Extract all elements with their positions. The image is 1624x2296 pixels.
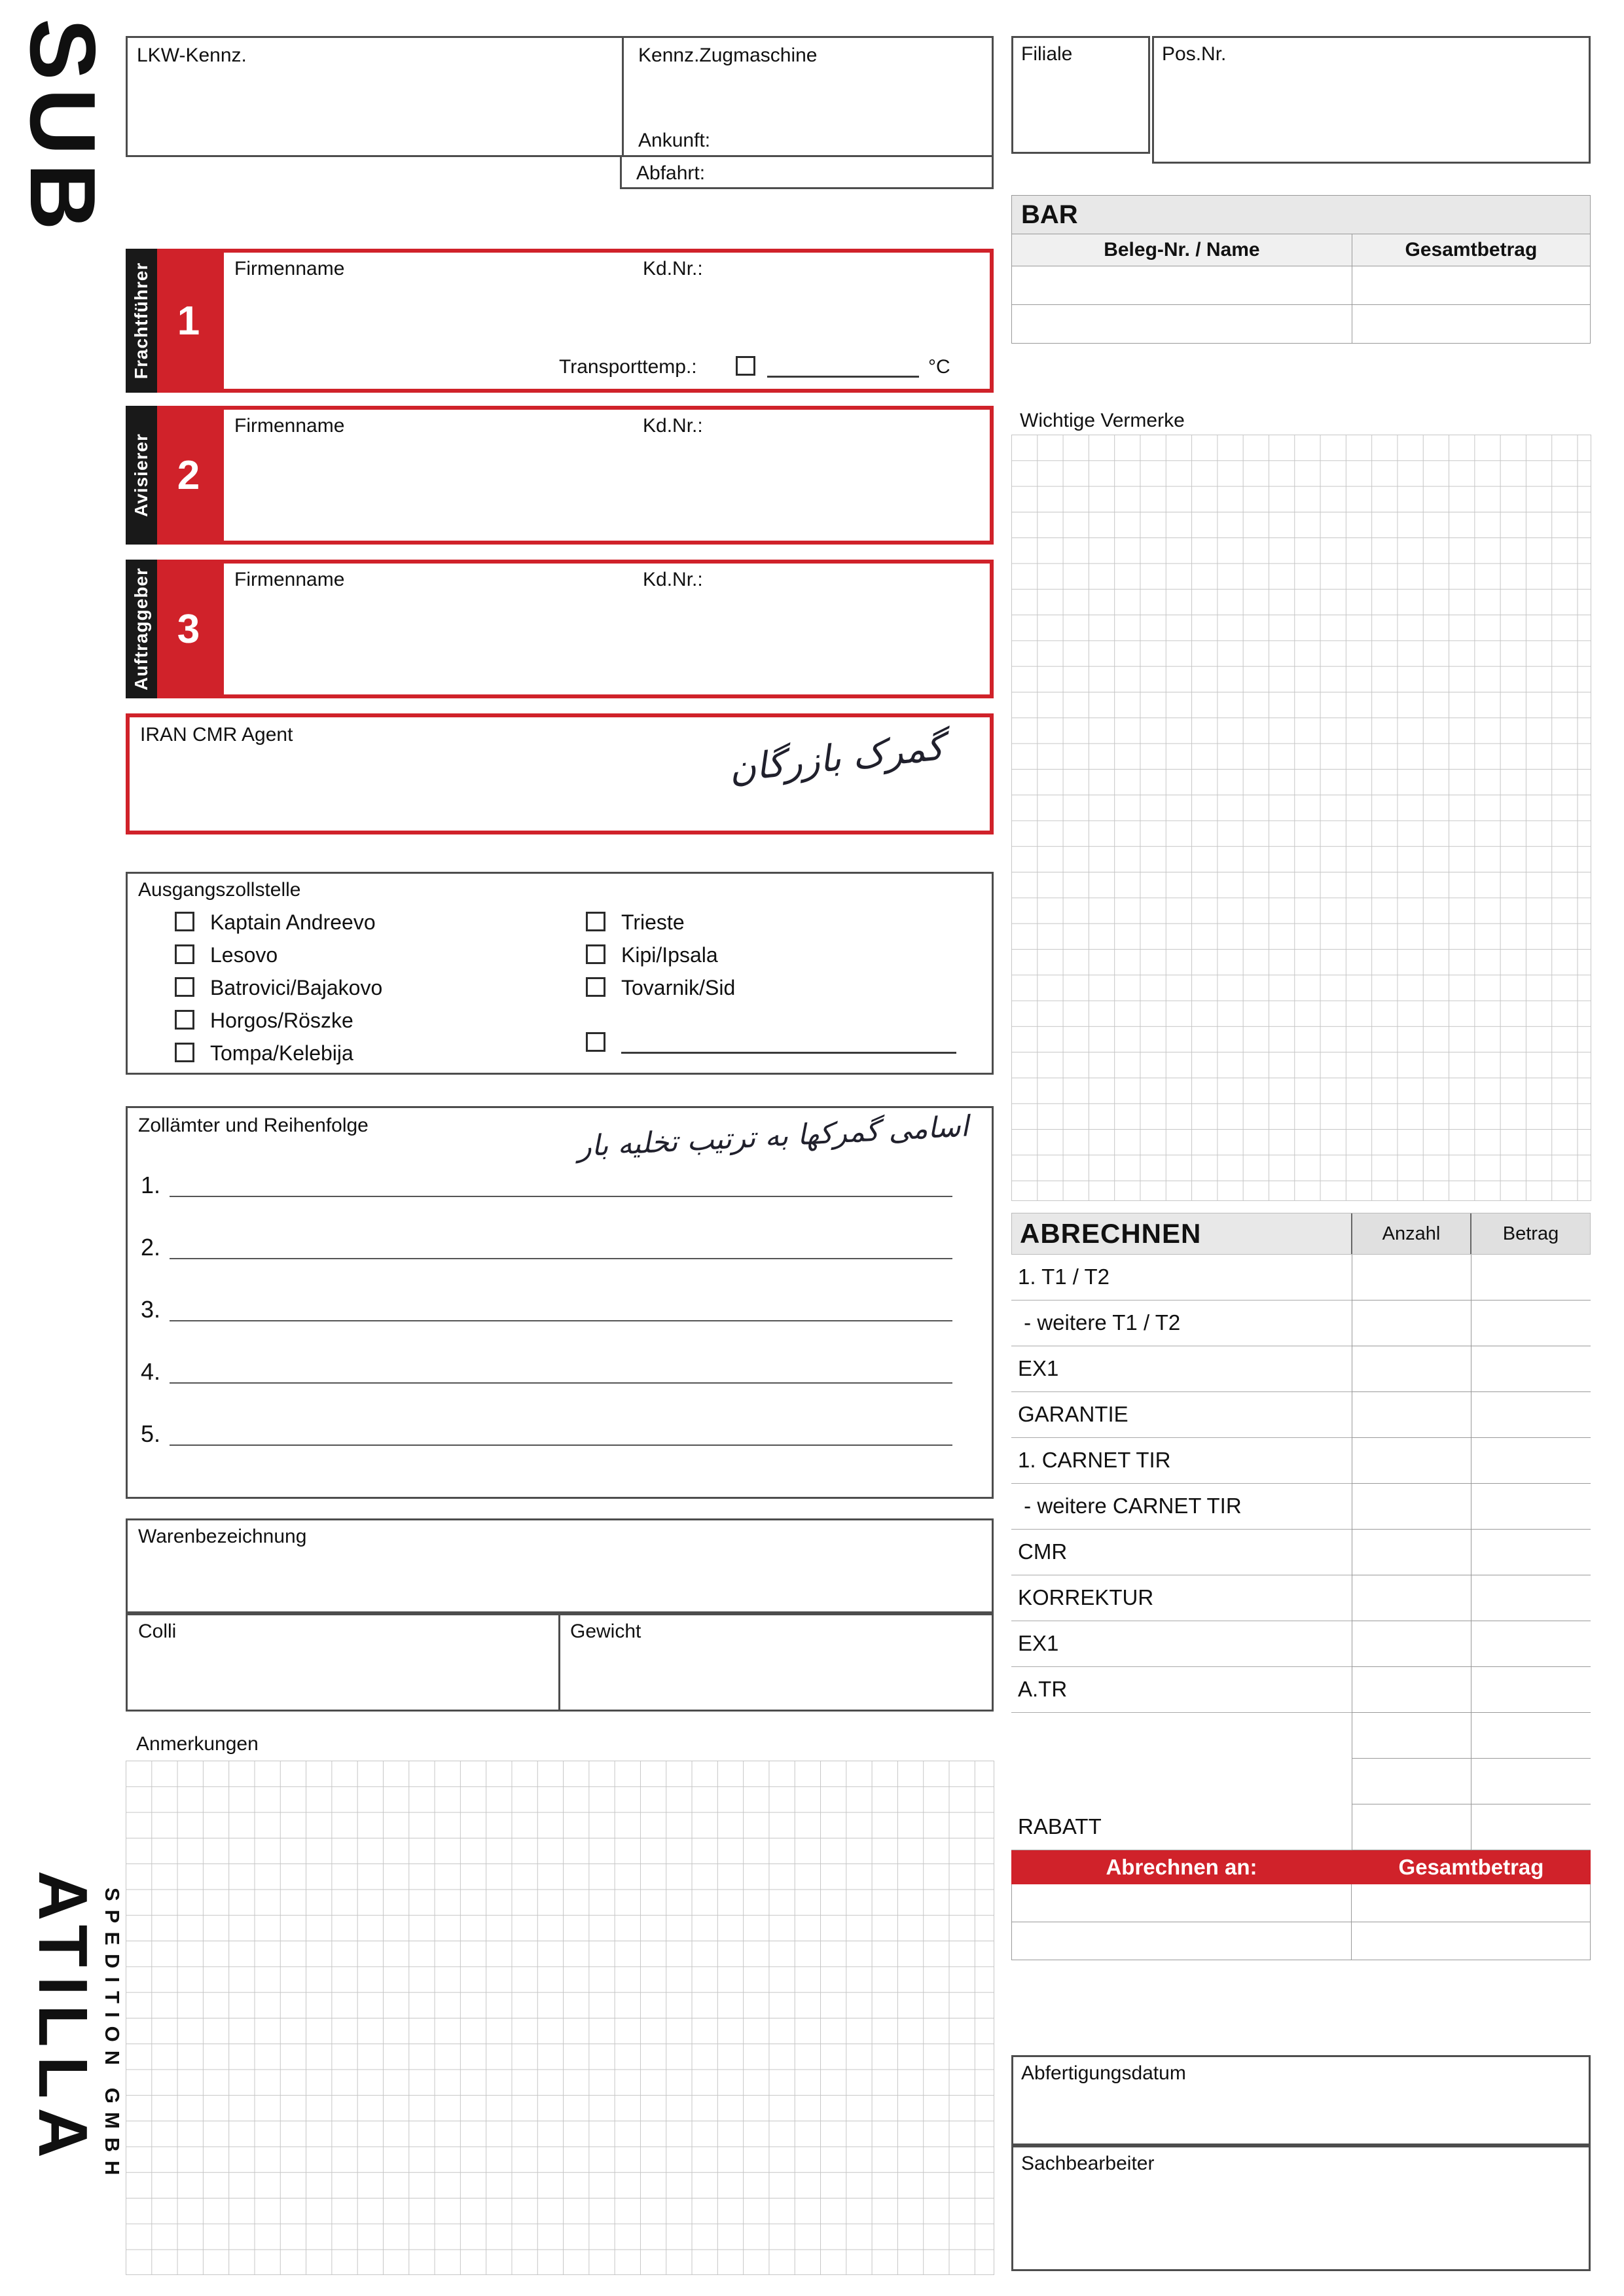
gewicht-field[interactable] <box>560 1615 992 1710</box>
line-number: 4. <box>141 1358 161 1385</box>
bar-beleg-cell[interactable] <box>1012 305 1352 343</box>
option-label: Trieste <box>621 910 685 934</box>
anzahl-cell[interactable] <box>1352 1713 1471 1759</box>
wichtige-vermerke-label: Wichtige Vermerke <box>1020 410 1185 431</box>
ankunft-label: Ankunft: <box>638 130 711 151</box>
iran-cmr-agent-label: IRAN CMR Agent <box>140 724 293 745</box>
abrechnen-an-label: Abrechnen an: <box>1106 1855 1257 1879</box>
checkbox-tompa-kelebija[interactable] <box>175 1043 194 1062</box>
betrag-cell[interactable] <box>1471 1667 1591 1713</box>
spedition-gmbh-label: SPEDITION GMBH <box>101 1888 124 2184</box>
line-number: 2. <box>141 1234 161 1261</box>
auftraggeber-box[interactable] <box>220 560 994 698</box>
betrag-cell[interactable] <box>1471 1255 1591 1300</box>
iran-handwriting: گمرک بازرگان <box>727 725 946 791</box>
firmenname-label: Firmenname <box>234 258 345 279</box>
ausgangszollstelle-box <box>126 872 994 1075</box>
abrechnen-row <box>1011 1255 1591 1300</box>
transporttemp-label: Transporttemp.: <box>559 356 697 378</box>
anzahl-cell[interactable] <box>1352 1484 1471 1530</box>
anzahl-cell[interactable] <box>1352 1621 1471 1667</box>
anzahl-column-header: Anzahl <box>1351 1213 1470 1254</box>
abrechnen-row <box>1011 1667 1591 1713</box>
checkbox-kipi-ipsala[interactable] <box>586 944 605 964</box>
checkbox-horgos-roeszke[interactable] <box>175 1010 194 1030</box>
party-number-1: 1 <box>157 249 220 393</box>
row-label: 1. CARNET TIR <box>1011 1438 1352 1484</box>
warenbezeichnung-label: Warenbezeichnung <box>138 1526 307 1547</box>
option-label: Horgos/Röszke <box>210 1009 353 1032</box>
pos-nr-label: Pos.Nr. <box>1162 43 1227 65</box>
abrechnen-row <box>1011 1804 1591 1850</box>
kennz-zugmaschine-label: Kennz.Zugmaschine <box>638 45 818 66</box>
anzahl-cell[interactable] <box>1352 1575 1471 1621</box>
row-label: EX1 <box>1011 1346 1352 1392</box>
sachbearbeiter-label: Sachbearbeiter <box>1021 2153 1155 2174</box>
betrag-cell[interactable] <box>1471 1575 1591 1621</box>
abrechnen-title: ABRECHNEN <box>1020 1218 1202 1249</box>
fill-line[interactable] <box>170 1166 952 1197</box>
betrag-cell[interactable] <box>1471 1346 1591 1392</box>
abrechnen-row <box>1011 1484 1591 1530</box>
row-label <box>1011 1713 1352 1759</box>
filiale-label: Filiale <box>1021 43 1073 65</box>
bar-col-gesamt-header: Gesamtbetrag <box>1352 234 1590 266</box>
colli-field[interactable] <box>128 1615 556 1710</box>
zollaemter-handwriting: اسامی گمرکها به ترتیب تخلیه بار <box>577 1109 969 1164</box>
option-label: Tovarnik/Sid <box>621 976 736 999</box>
row-label: GARANTIE <box>1011 1392 1352 1438</box>
fill-line[interactable] <box>170 1290 952 1321</box>
row-label: KORREKTUR <box>1011 1575 1352 1621</box>
line-number: 3. <box>141 1296 161 1323</box>
betrag-cell[interactable] <box>1471 1804 1591 1850</box>
wichtige-vermerke-grid[interactable] <box>1011 435 1591 1201</box>
bar-row <box>1012 266 1590 305</box>
customs-line-5[interactable] <box>141 1414 952 1446</box>
anzahl-cell[interactable] <box>1352 1300 1471 1346</box>
bar-beleg-cell[interactable] <box>1012 266 1352 304</box>
anmerkungen-grid[interactable] <box>126 1761 994 2275</box>
checkbox-lesovo[interactable] <box>175 944 194 964</box>
betrag-cell[interactable] <box>1471 1392 1591 1438</box>
bar-col-beleg-header: Beleg-Nr. / Name <box>1104 239 1260 260</box>
kd-nr-label: Kd.Nr.: <box>643 258 703 279</box>
row-label <box>1011 1759 1352 1804</box>
abrechnen-row <box>1011 1438 1591 1484</box>
option-label: Kaptain Andreevo <box>210 910 376 934</box>
warenbezeichnung-box[interactable] <box>126 1518 994 1613</box>
gesamtbetrag-cell[interactable] <box>1352 1922 1591 1960</box>
firmenname-label: Firmenname <box>234 415 345 437</box>
abrechnen-row <box>1011 1621 1591 1667</box>
role-strip-avisierer: Avisierer <box>126 406 157 545</box>
gewicht-label: Gewicht <box>570 1621 641 1642</box>
row-label: A.TR <box>1011 1667 1352 1713</box>
abrechnen-footer-bar <box>1011 1850 1591 1884</box>
checkbox-other-crossing[interactable] <box>586 1032 605 1052</box>
betrag-cell[interactable] <box>1471 1713 1591 1759</box>
betrag-cell[interactable] <box>1471 1300 1591 1346</box>
anzahl-cell[interactable] <box>1352 1530 1471 1575</box>
bar-gesamt-cell[interactable] <box>1352 305 1590 343</box>
abrechnen-an-cell[interactable] <box>1011 1922 1352 1960</box>
fill-line[interactable] <box>170 1352 952 1384</box>
atilla-logo: ATILLA <box>24 1871 101 2167</box>
betrag-column-header: Betrag <box>1470 1213 1590 1254</box>
anmerkungen-label: Anmerkungen <box>136 1733 259 1755</box>
abrechnen-header <box>1011 1213 1591 1255</box>
betrag-cell[interactable] <box>1471 1621 1591 1667</box>
betrag-cell[interactable] <box>1471 1484 1591 1530</box>
abrechnen-row <box>1011 1392 1591 1438</box>
abfertigungsdatum-box[interactable] <box>1011 2055 1591 2145</box>
party-number-2: 2 <box>157 406 220 545</box>
avisierer-box[interactable] <box>220 406 994 545</box>
divider <box>622 38 624 155</box>
role-strip-auftraggeber: Auftraggeber <box>126 560 157 698</box>
fill-line[interactable] <box>170 1414 952 1446</box>
betrag-cell[interactable] <box>1471 1530 1591 1575</box>
kd-nr-label: Kd.Nr.: <box>643 415 703 437</box>
sachbearbeiter-box[interactable] <box>1011 2145 1591 2271</box>
line-number: 1. <box>141 1172 161 1198</box>
anzahl-cell[interactable] <box>1352 1759 1471 1804</box>
bar-row <box>1012 305 1590 343</box>
abrechnen-table <box>1011 1213 1591 1960</box>
filiale-box[interactable] <box>1011 36 1150 154</box>
bar-table-header <box>1012 234 1590 266</box>
checkbox-tovarnik-sid[interactable] <box>586 977 605 997</box>
zollaemter-label: Zollämter und Reihenfolge <box>138 1115 369 1136</box>
anzahl-cell[interactable] <box>1352 1438 1471 1484</box>
zollaemter-box <box>126 1106 994 1499</box>
iran-cmr-agent-box[interactable] <box>126 713 994 834</box>
customs-line-4[interactable] <box>141 1352 952 1384</box>
abfahrt-box[interactable] <box>620 155 994 189</box>
ausgangszollstelle-label: Ausgangszollstelle <box>138 879 301 901</box>
anzahl-cell[interactable] <box>1352 1804 1471 1850</box>
bar-title: BAR <box>1012 196 1590 234</box>
celsius-label: °C <box>928 356 950 378</box>
sub-logo: SUB <box>10 18 115 238</box>
anzahl-cell[interactable] <box>1352 1346 1471 1392</box>
colli-gewicht-box <box>126 1613 994 1712</box>
customs-line-1[interactable] <box>141 1166 952 1197</box>
anzahl-cell[interactable] <box>1352 1392 1471 1438</box>
lkw-kennz-label: LKW-Kennz. <box>137 45 247 66</box>
option-label: Batrovici/Bajakovo <box>210 976 383 999</box>
abrechnen-row <box>1011 1759 1591 1804</box>
other-crossing-field[interactable] <box>621 1035 956 1054</box>
role-strip-frachtfuehrer: Frachtführer <box>126 249 157 393</box>
row-label: CMR <box>1011 1530 1352 1575</box>
anzahl-cell[interactable] <box>1352 1255 1471 1300</box>
gesamtbetrag-label: Gesamtbetrag <box>1398 1855 1544 1879</box>
fill-line[interactable] <box>170 1228 952 1259</box>
checkbox-trieste[interactable] <box>586 912 605 931</box>
party-number-3: 3 <box>157 560 220 698</box>
abrechnen-row <box>1011 1300 1591 1346</box>
pos-nr-box[interactable] <box>1152 36 1591 164</box>
abrechnen-row <box>1011 1713 1591 1759</box>
row-label: - weitere T1 / T2 <box>1011 1300 1352 1346</box>
checkbox-kaptain-andreevo[interactable] <box>175 912 194 931</box>
frachtfuehrer-box[interactable] <box>220 249 994 393</box>
abfertigungsdatum-label: Abfertigungsdatum <box>1021 2062 1186 2084</box>
abrechnen-footer-row <box>1011 1922 1591 1960</box>
option-label: Kipi/Ipsala <box>621 943 718 967</box>
abrechnen-row <box>1011 1575 1591 1621</box>
option-label: Lesovo <box>210 943 278 967</box>
kd-nr-label: Kd.Nr.: <box>643 569 703 590</box>
transporttemp-field[interactable] <box>767 357 919 378</box>
abrechnen-row <box>1011 1530 1591 1575</box>
row-label: EX1 <box>1011 1621 1352 1667</box>
customs-line-3[interactable] <box>141 1290 952 1321</box>
betrag-cell[interactable] <box>1471 1759 1591 1804</box>
row-label: RABATT <box>1011 1804 1352 1850</box>
checkbox-batrovici-bajakovo[interactable] <box>175 977 194 997</box>
row-label: - weitere CARNET TIR <box>1011 1484 1352 1530</box>
gesamtbetrag-cell[interactable] <box>1352 1884 1591 1922</box>
line-number: 5. <box>141 1420 161 1447</box>
abrechnen-footer-row <box>1011 1884 1591 1922</box>
anzahl-cell[interactable] <box>1352 1667 1471 1713</box>
colli-label: Colli <box>138 1621 177 1642</box>
abrechnen-row <box>1011 1346 1591 1392</box>
option-label: Tompa/Kelebija <box>210 1041 353 1065</box>
bar-table <box>1011 195 1591 344</box>
customs-line-2[interactable] <box>141 1228 952 1259</box>
transporttemp-checkbox[interactable] <box>736 356 755 376</box>
bar-gesamt-cell[interactable] <box>1352 266 1590 304</box>
abfahrt-label: Abfahrt: <box>636 162 706 184</box>
lkw-kennz-box[interactable] <box>126 36 994 157</box>
firmenname-label: Firmenname <box>234 569 345 590</box>
abrechnen-an-cell[interactable] <box>1011 1884 1352 1922</box>
betrag-cell[interactable] <box>1471 1438 1591 1484</box>
row-label: 1. T1 / T2 <box>1011 1255 1352 1300</box>
